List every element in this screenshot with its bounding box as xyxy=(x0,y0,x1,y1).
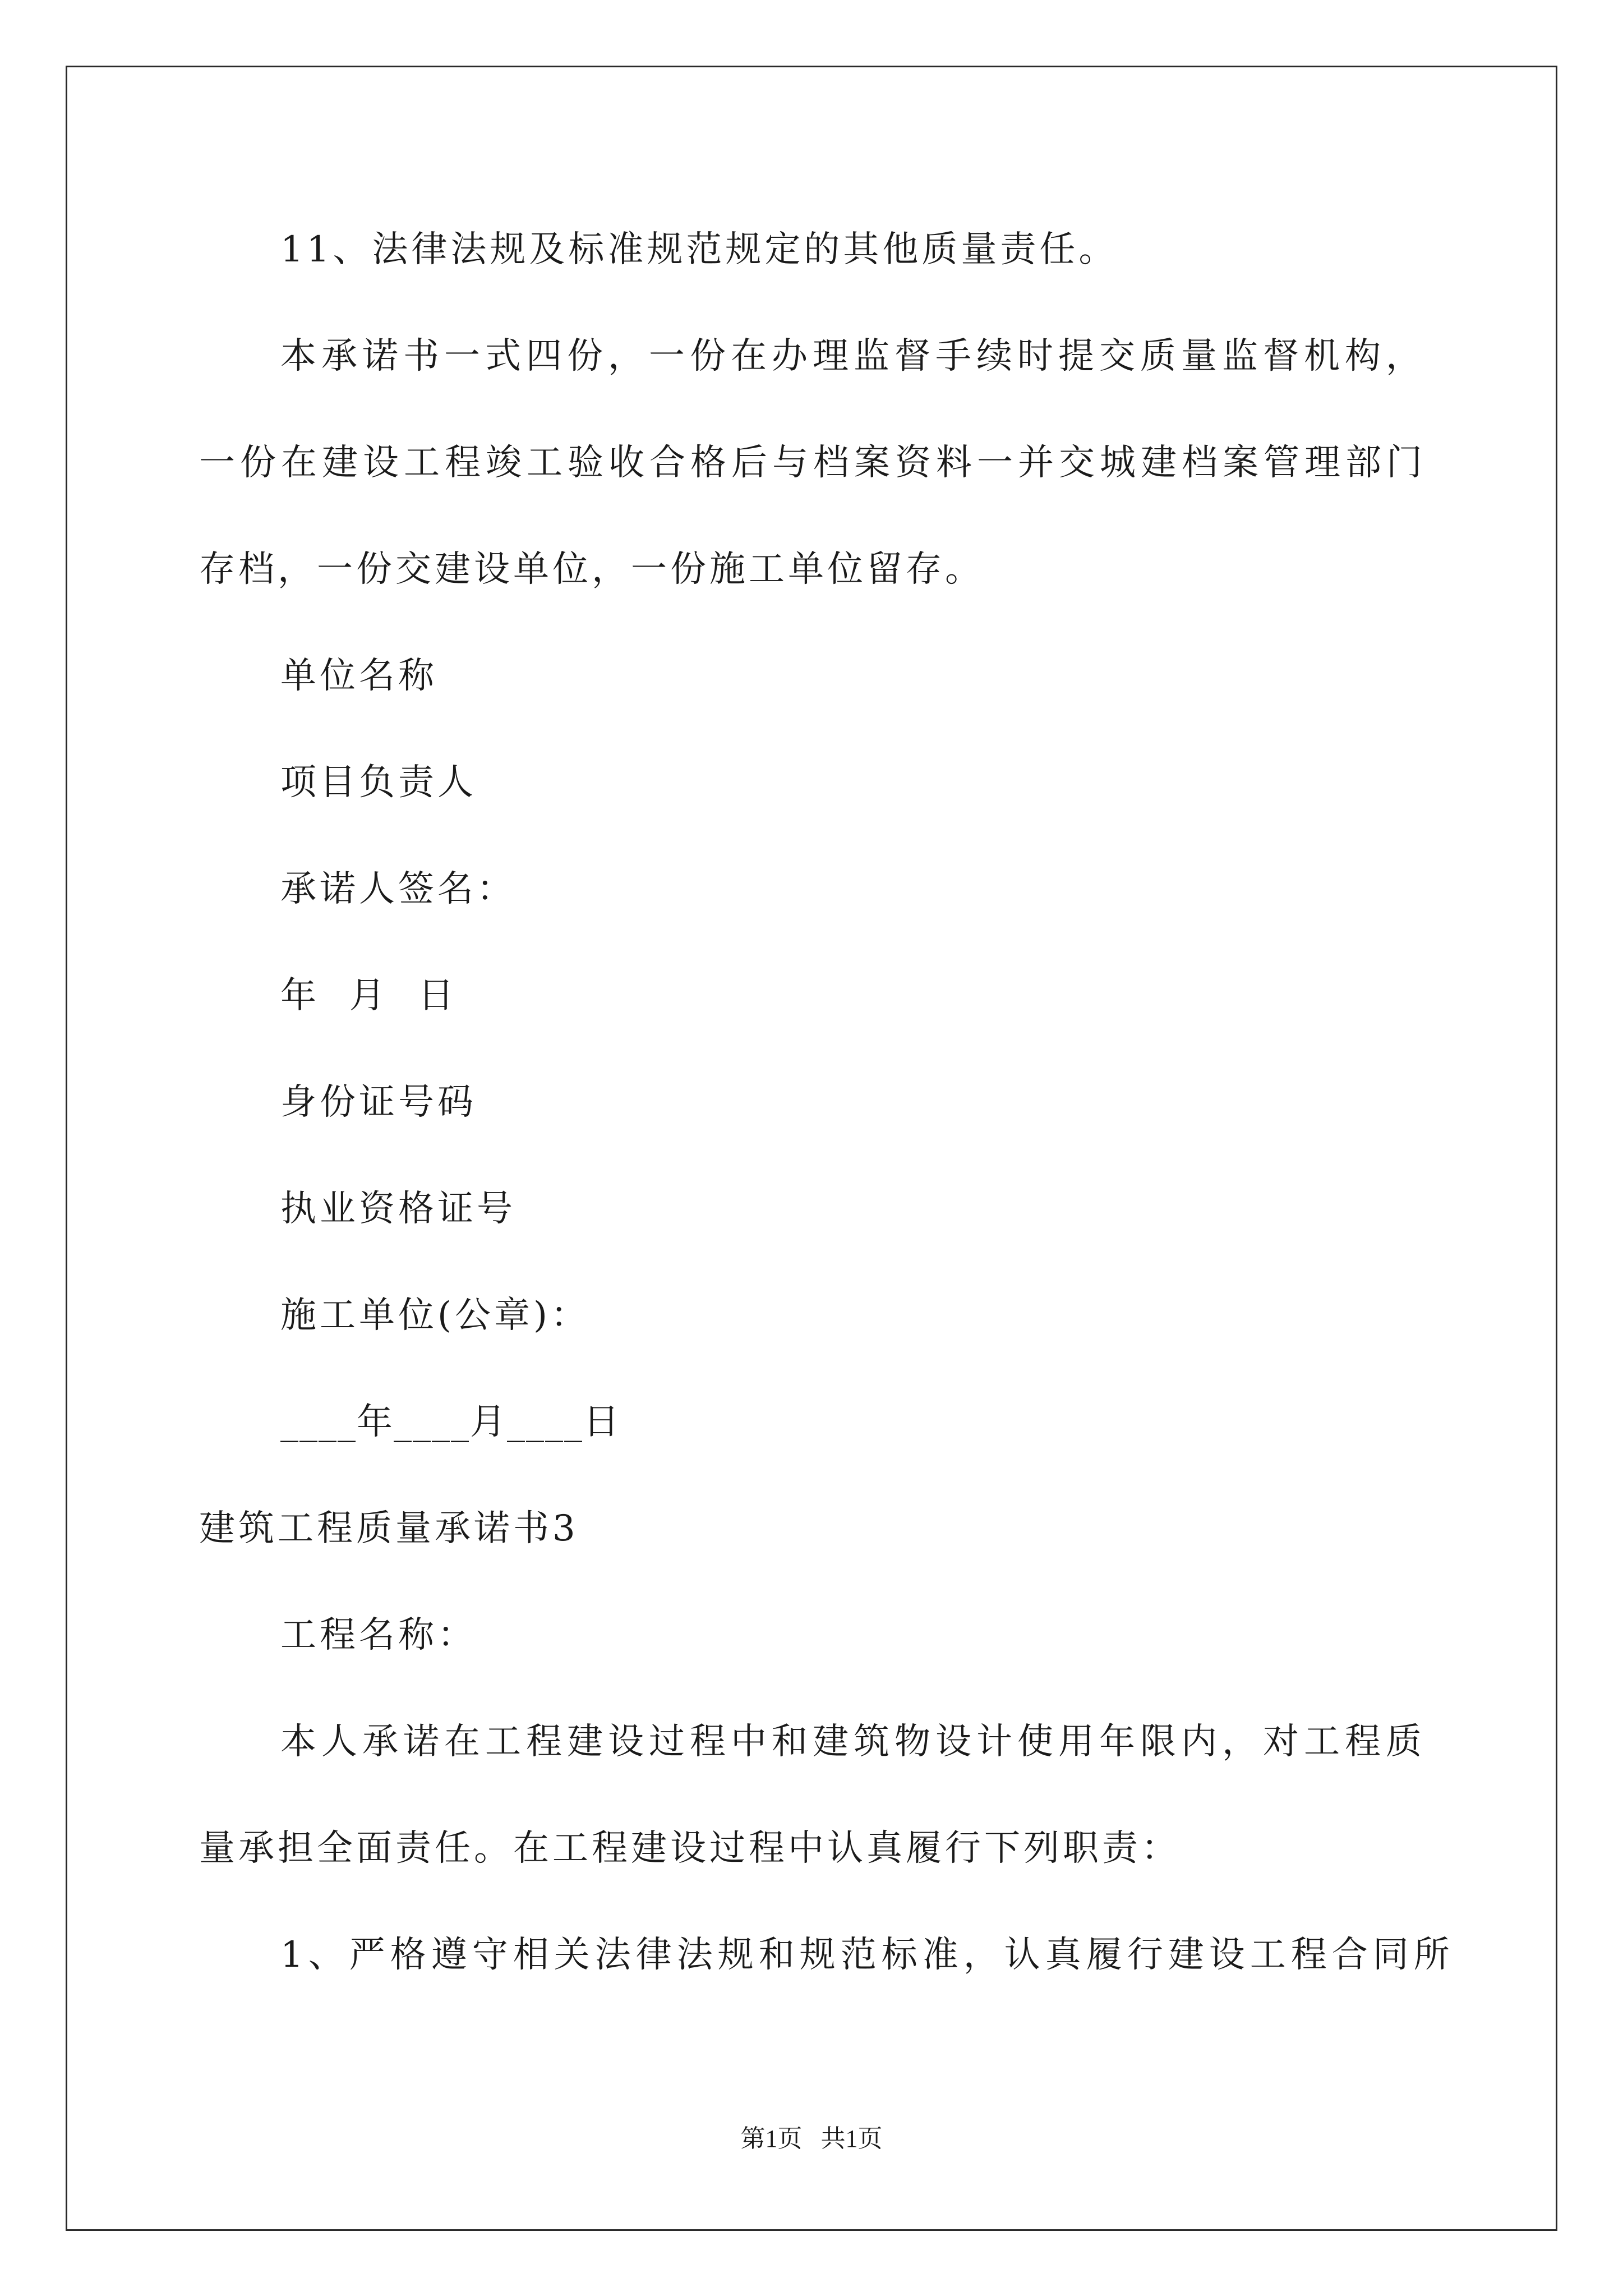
project-leader-label: 项目负责人 xyxy=(280,762,477,803)
signature-label: 承诺人签名： xyxy=(280,868,516,910)
page-footer: 第1页 共1页 xyxy=(740,2125,883,2152)
clause-11: 11、法律法规及标准规范规定的其他质量责任。 xyxy=(280,229,1118,270)
license-number-label: 执业资格证号 xyxy=(280,1188,516,1230)
company-seal-label: 施工单位(公章)： xyxy=(280,1295,590,1336)
date-blank-line: ____年____月____日 xyxy=(280,1401,620,1443)
id-number-label: 身份证号码 xyxy=(280,1082,477,1123)
paragraph-line: 一份在建设工程竣工验收合格后与档案资料一并交城建档案管理部门 xyxy=(199,442,1427,484)
paragraph-line: 量承担全面责任。在工程建设过程中认真履行下列职责： xyxy=(199,1828,1181,1869)
page-border xyxy=(66,66,1557,2231)
paragraph-line: 存档，一份交建设单位，一份施工单位留存。 xyxy=(199,549,984,590)
unit-name-label: 单位名称 xyxy=(280,655,437,697)
project-name-label: 工程名称： xyxy=(280,1614,477,1656)
date-label: 年 月 日 xyxy=(280,975,458,1016)
section-title: 建筑工程质量承诺书3 xyxy=(199,1508,579,1549)
paragraph-line: 本承诺书一式四份，一份在办理监督手续时提交质量监督机构， xyxy=(280,335,1427,377)
paragraph-line: 本人承诺在工程建设过程中和建筑物设计使用年限内，对工程质 xyxy=(280,1721,1427,1763)
clause-1: 1、严格遵守相关法律法规和规范标准，认真履行建设工程合同所 xyxy=(280,1934,1455,1976)
